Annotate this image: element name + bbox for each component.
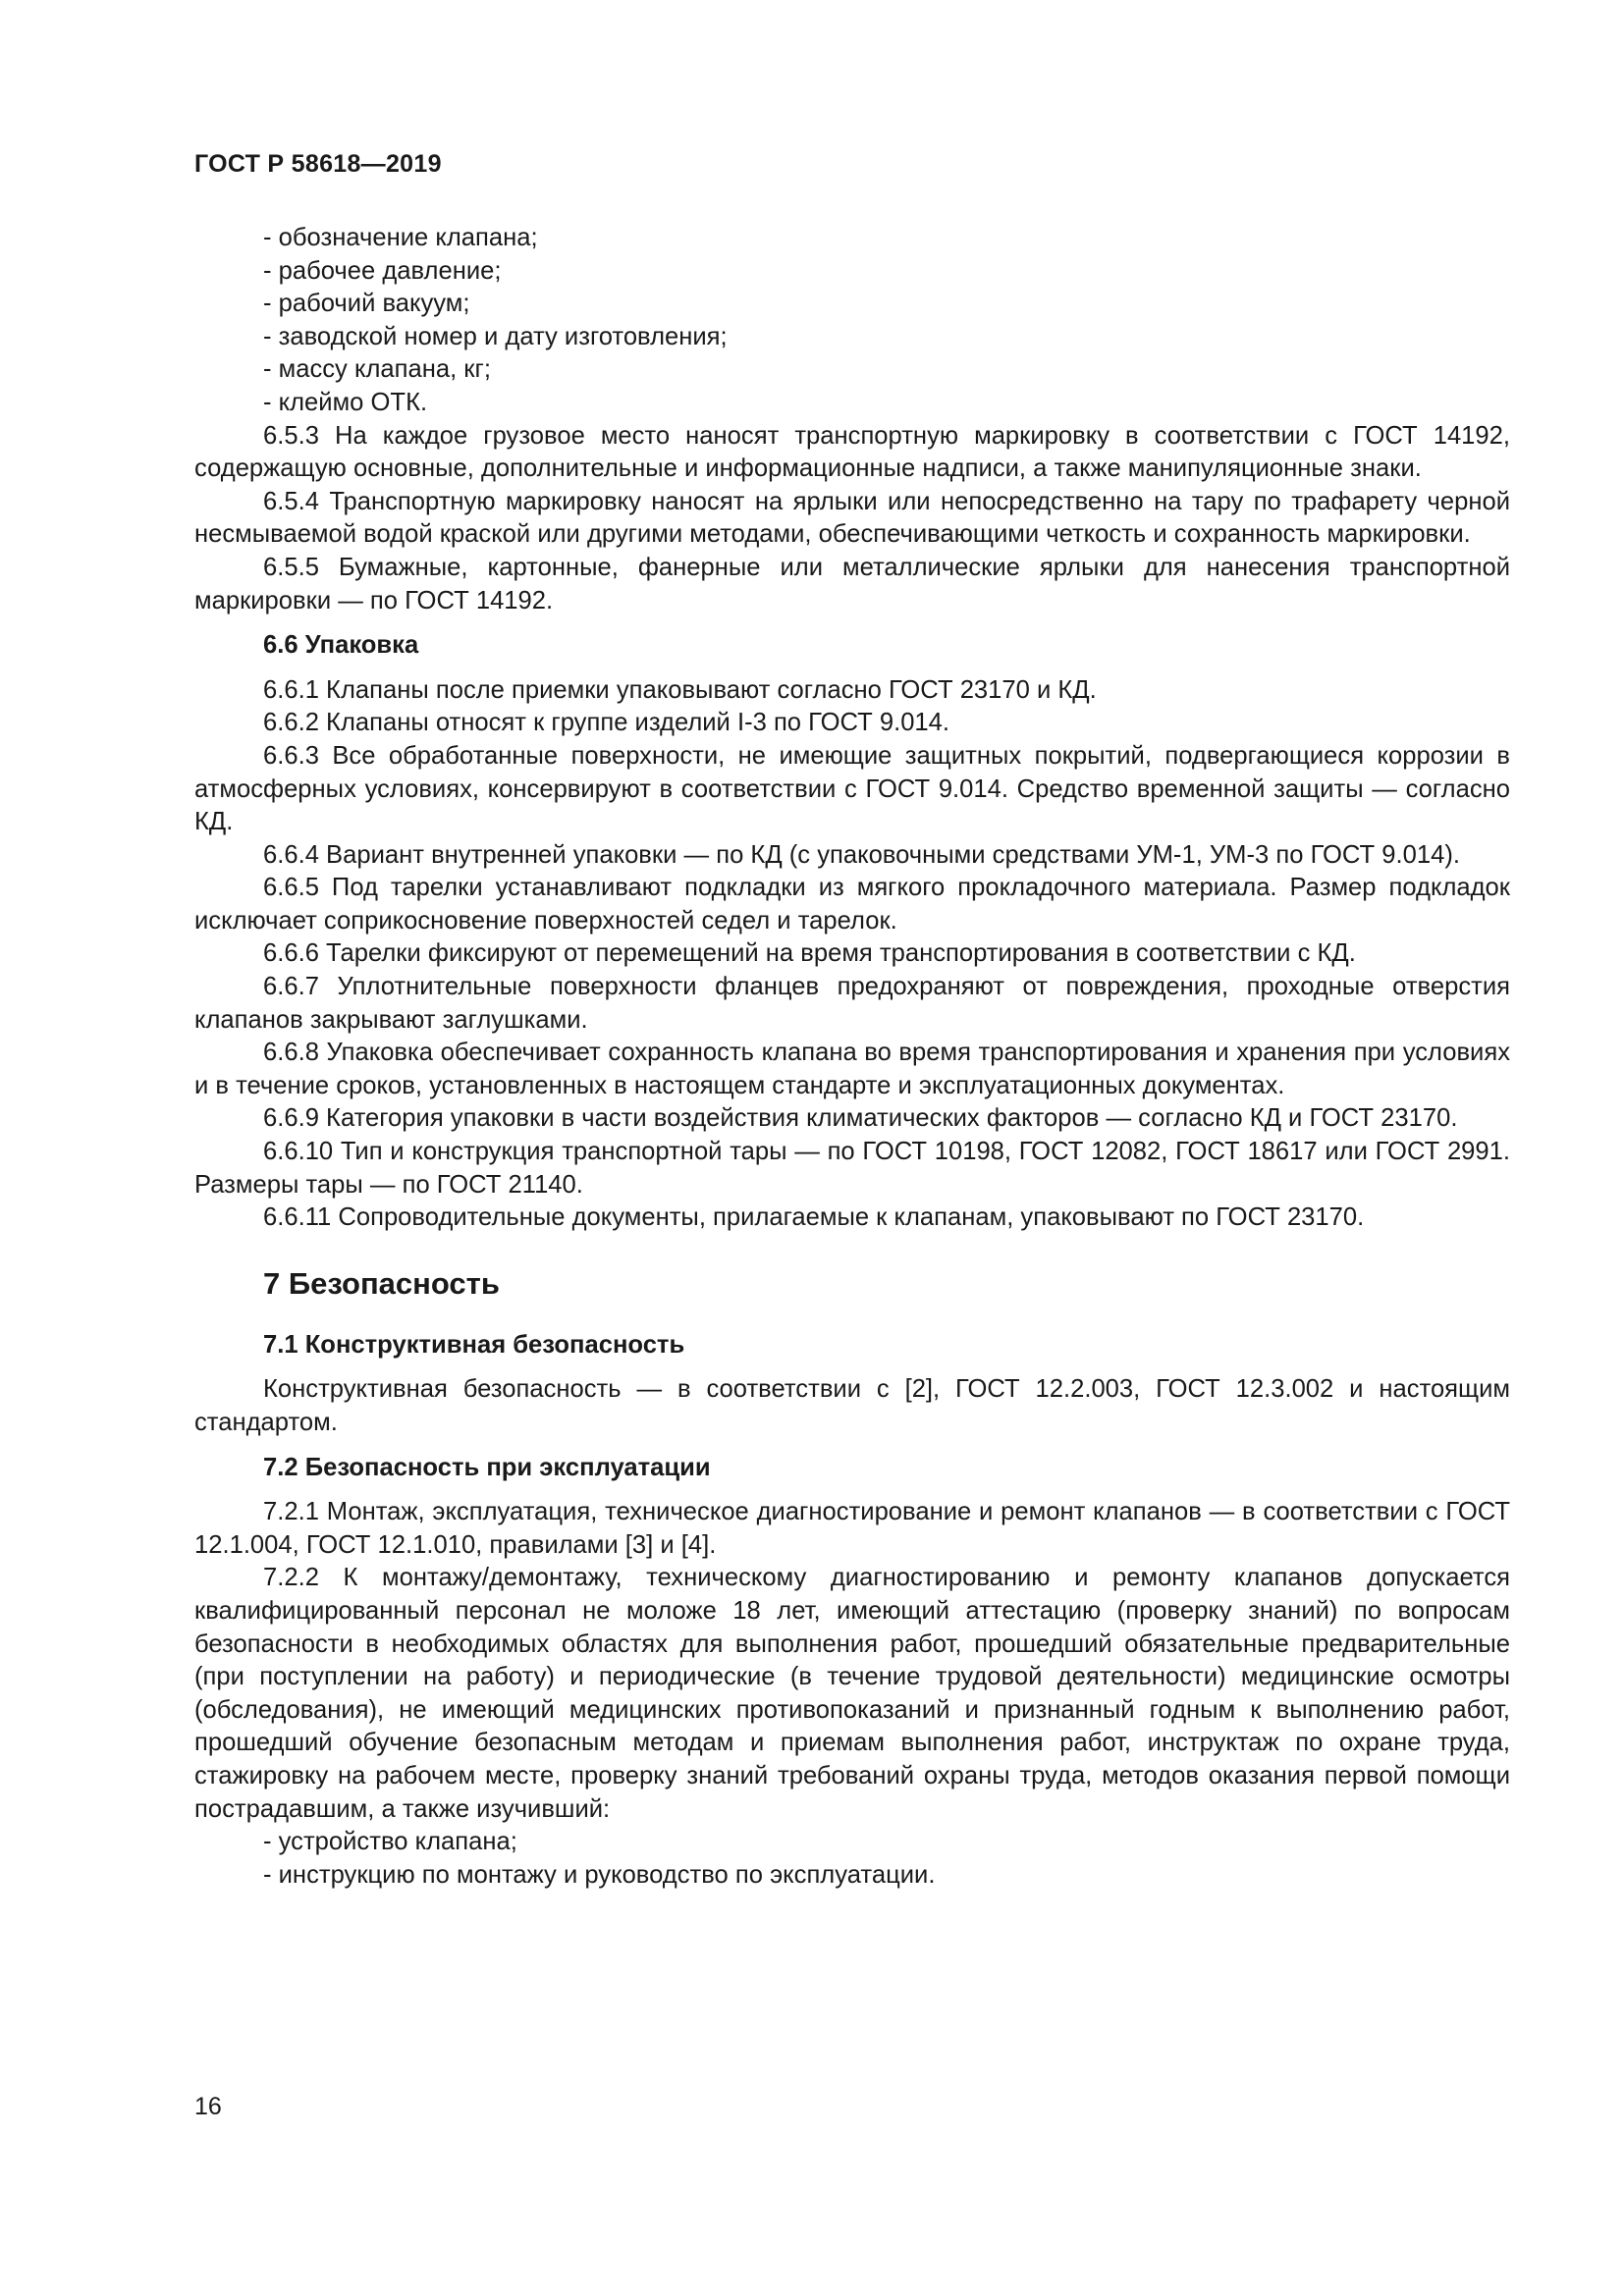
document-body: [194, 222, 1510, 1892]
paragraph-6-6-10: 6.6.10 Тип и конструкция транспортной тары — по ГОСТ 10198, ГОСТ 12082, ГОСТ 18617 или ГОСТ 2991. Размеры тары — по ГОСТ 21140.: [194, 1138, 1510, 1199]
paragraph-6-6-6: 6.6.6 Тарелки фиксируют от перемещений на время транспортирования в соответствии с КД.: [263, 939, 1356, 968]
paragraph-7-2-2: 7.2.2 К монтажу/демонтажу, техническому диагностированию и ремонту клапанов допускается квалифицированный персонал не моложе 18 лет, имеющий аттестацию (проверку знаний) по вопросам безопасности в необходимых областях для выполнения работ, прошедший обязательные предварительные (при поступлении на работу) и периодические (в течение трудовой деятельности) медицинские осмотры (обследования), не имеющий медицинских противопоказаний и признанный годным к выполнению работ, прошедший обучение безопасным методам и приемам выполнения работ, инструктаж по охране труда, стажировку на рабочем месте, проверку знаний требований охраны труда, методов оказания первой помощи пострадавшим, а также изучивший:: [194, 1564, 1510, 1823]
list-item: - заводской номер и дату изготовления;: [263, 322, 728, 350]
paragraph-6-6-1: 6.6.1 Клапаны после приемки упаковывают согласно ГОСТ 23170 и КД.: [263, 675, 1097, 704]
heading-7-1: 7.1 Конструктивная безопасность: [263, 1330, 685, 1359]
paragraph-6-6-9: 6.6.9 Категория упаковки в части воздействия климатических факторов — согласно КД и ГОСТ 23170.: [263, 1104, 1458, 1133]
paragraph-6-6-3: 6.6.3 Все обработанные поверхности, не имеющие защитных покрытий, подвергающиеся коррозии в атмосферных условиях, консервируют в соответствии с ГОСТ 9.014. Средство временной защиты — согласно КД.: [194, 741, 1510, 836]
paragraph-6-6-11: 6.6.11 Сопроводительные документы, прилагаемые к клапанам, упаковывают по ГОСТ 23170.: [263, 1203, 1365, 1232]
paragraph-7-1: Конструктивная безопасность — в соответствии с [2], ГОСТ 12.2.003, ГОСТ 12.3.002 и настоящим стандартом.: [194, 1375, 1510, 1436]
paragraph-6-6-4: 6.6.4 Вариант внутренней упаковки — по КД (с упаковочными средствами УМ-1, УМ-3 по ГОСТ 9.014).: [263, 840, 1460, 869]
list-item: - рабочее давление;: [263, 256, 502, 285]
list-item: - клеймо ОТК.: [263, 388, 428, 416]
list-item: - обозначение клапана;: [263, 224, 538, 251]
page-number: 16: [194, 2093, 222, 2120]
paragraph-6-5-5: 6.5.5 Бумажные, картонные, фанерные или металлические ярлыки для нанесения транспортной маркировки — по ГОСТ 14192.: [194, 553, 1510, 614]
list-item: - массу клапана, кг;: [263, 355, 491, 384]
document-header: ГОСТ Р 58618—2019: [194, 150, 442, 178]
paragraph-7-2-1: 7.2.1 Монтаж, эксплуатация, техническое диагностирование и ремонт клапанов — в соответствии с ГОСТ 12.1.004, ГОСТ 12.1.010, правилами [3] и [4].: [194, 1498, 1510, 1559]
section-heading-7: 7 Безопасность: [263, 1265, 500, 1301]
paragraph-6-6-7: 6.6.7 Уплотнительные поверхности фланцев предохраняют от повреждения, проходные отверстия клапанов закрывают заглушками.: [194, 973, 1510, 1034]
list-item: - инструкцию по монтажу и руководство по эксплуатации.: [263, 1860, 936, 1889]
list-item: - устройство клапана;: [263, 1828, 517, 1856]
paragraph-6-5-3: 6.5.3 На каждое грузовое место наносят транспортную маркировку в соответствии с ГОСТ 14192, содержащую основные, дополнительные и информационные надписи, а также манипуляционные знаки.: [194, 421, 1510, 483]
paragraph-6-5-4: 6.5.4 Транспортную маркировку наносят на ярлыки или непосредственно на тару по трафарету черной несмываемой водой краской или другими методами, обеспечивающими четкость и сохранность маркировки.: [194, 487, 1510, 549]
heading-7-2: 7.2 Безопасность при эксплуатации: [263, 1453, 711, 1481]
paragraph-6-6-2: 6.6.2 Клапаны относят к группе изделий I-3 по ГОСТ 9.014.: [263, 709, 950, 737]
paragraph-6-6-8: 6.6.8 Упаковка обеспечивает сохранность клапана во время транспортирования и хранения при условиях и в течение сроков, установленных в настоящем стандарте и эксплуатационных документах.: [194, 1039, 1510, 1099]
paragraph-6-6-5: 6.6.5 Под тарелки устанавливают подкладки из мягкого прокладочного материала. Размер подкладок исключает соприкосновение поверхностей седел и тарелок.: [194, 874, 1510, 934]
heading-6-6: 6.6 Упаковка: [263, 631, 419, 660]
list-item: - рабочий вакуум;: [263, 290, 470, 318]
